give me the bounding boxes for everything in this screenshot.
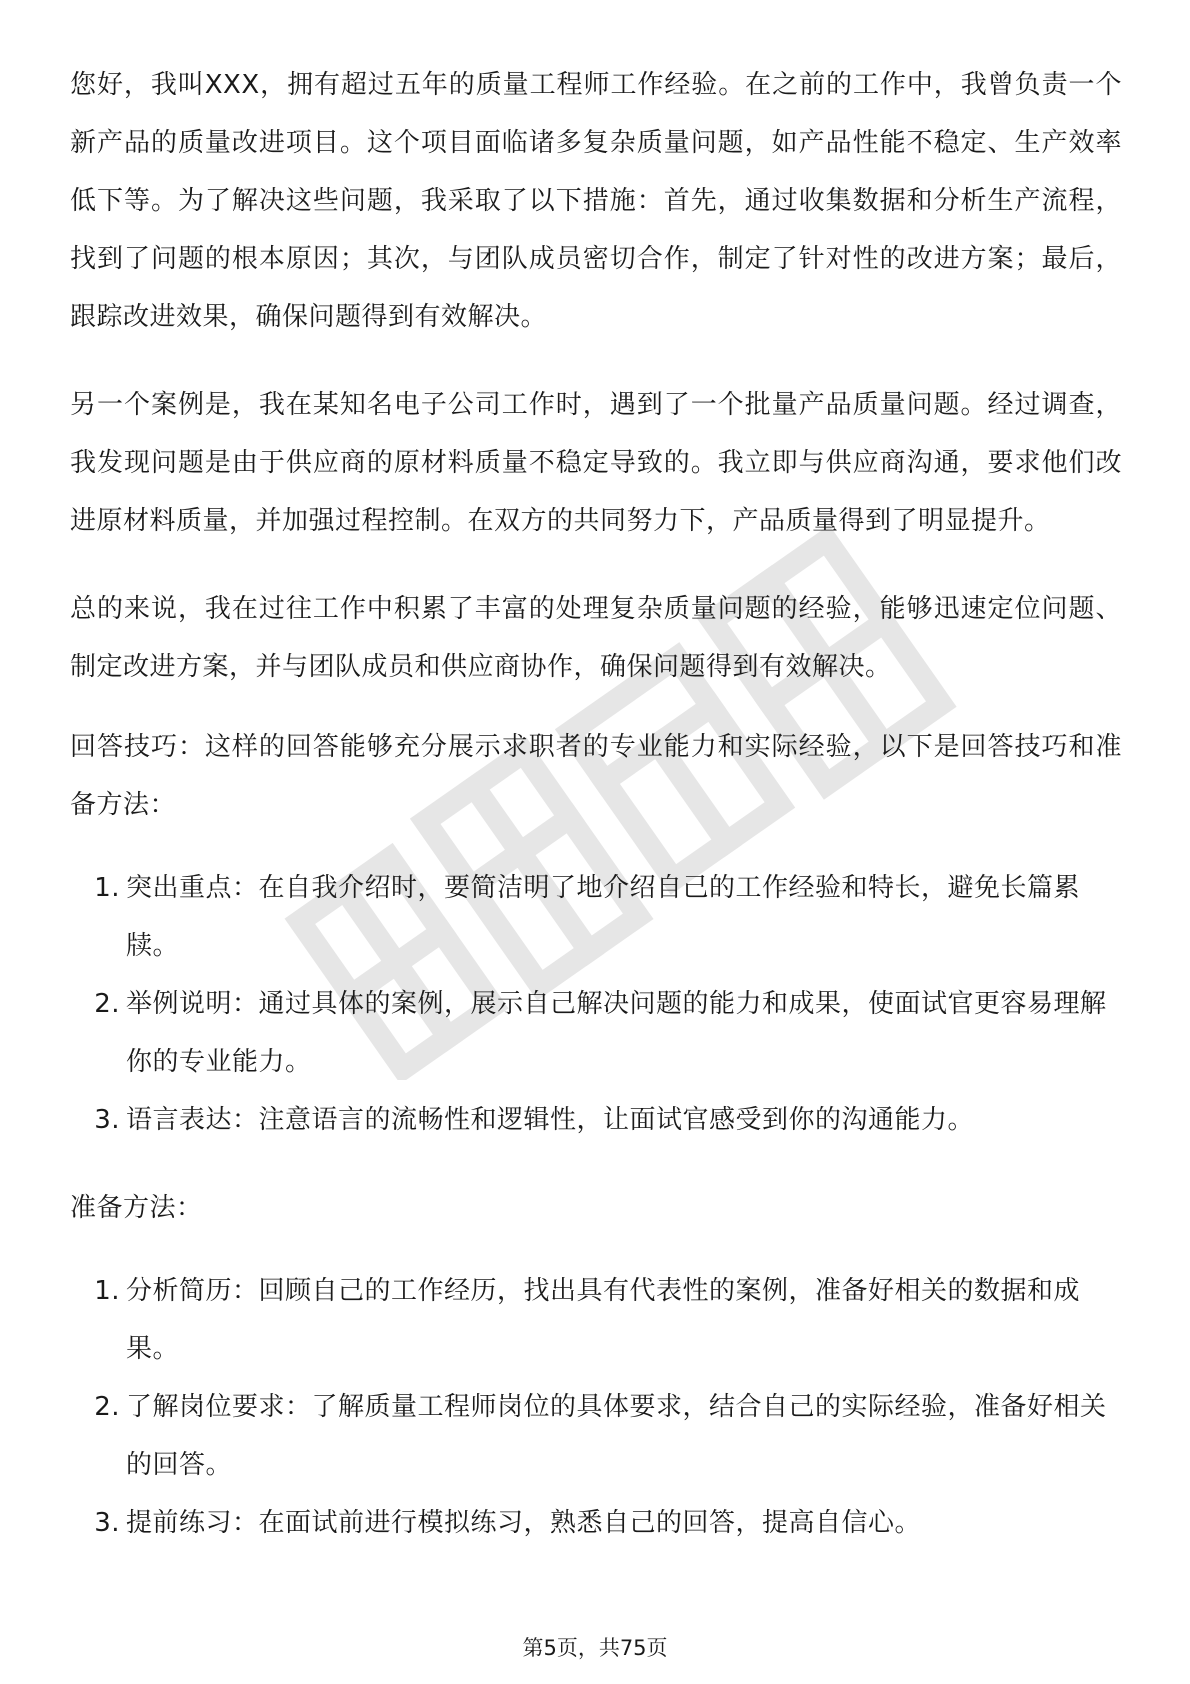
- list-text: 了解岗位要求：了解质量工程师岗位的具体要求，结合自己的实际经验，准备好相关的回答。: [126, 1392, 1107, 1480]
- document-body: [70, 56, 1122, 1552]
- paragraph-summary: 总的来说，我在过往工作中积累了丰富的处理复杂质量问题的经验，能够迅速定位问题、制定改进方案，并与团队成员和供应商协作，确保问题得到有效解决。: [70, 594, 1122, 682]
- list-item: [70, 1494, 1122, 1552]
- list-number: 2.: [94, 1392, 120, 1422]
- list-item: [70, 859, 1122, 975]
- tips-list: [70, 859, 1122, 1149]
- list-text: 举例说明：通过具体的案例，展示自己解决问题的能力和成果，使面试官更容易理解你的专业能力。: [126, 989, 1107, 1077]
- list-text: 提前练习：在面试前进行模拟练习，熟悉自己的回答，提高自信心。: [126, 1508, 922, 1538]
- paragraph-tips-intro: 回答技巧：这样的回答能够充分展示求职者的专业能力和实际经验，以下是回答技巧和准备方法：: [70, 732, 1122, 820]
- list-number: 3.: [94, 1105, 120, 1135]
- paragraph-case-two: 另一个案例是，我在某知名电子公司工作时，遇到了一个批量产品质量问题。经过调查，我发现问题是由于供应商的原材料质量不稳定导致的。我立即与供应商沟通，要求他们改进原材料质量，并加强过程控制。在双方的共同努力下，产品质量得到了明显提升。: [70, 390, 1122, 536]
- prep-heading: 准备方法：: [70, 1193, 203, 1223]
- list-text: 语言表达：注意语言的流畅性和逻辑性，让面试官感受到你的沟通能力。: [126, 1105, 975, 1135]
- list-text: 突出重点：在自我介绍时，要简洁明了地介绍自己的工作经验和特长，避免长篇累牍。: [126, 873, 1081, 961]
- list-text: 分析简历：回顾自己的工作经历，找出具有代表性的案例，准备好相关的数据和成果。: [126, 1276, 1081, 1364]
- list-item: [70, 1091, 1122, 1149]
- list-number: 3.: [94, 1508, 120, 1538]
- list-item: [70, 1378, 1122, 1494]
- list-number: 1.: [94, 1276, 120, 1306]
- page-footer: 第5页，共75页: [522, 1636, 668, 1660]
- list-item: [70, 975, 1122, 1091]
- list-number: 1.: [94, 873, 120, 903]
- list-item: [70, 1262, 1122, 1378]
- prep-list: [70, 1262, 1122, 1552]
- list-number: 2.: [94, 989, 120, 1019]
- paragraph-intro: 您好，我叫XXX，拥有超过五年的质量工程师工作经验。在之前的工作中，我曾负责一个新产品的质量改进项目。这个项目面临诸多复杂质量问题，如产品性能不稳定、生产效率低下等。为了解决这些问题，我采取了以下措施：首先，通过收集数据和分析生产流程，找到了问题的根本原因；其次，与团队成员密切合作，制定了针对性的改进方案；最后，跟踪改进效果，确保问题得到有效解决。: [70, 70, 1122, 332]
